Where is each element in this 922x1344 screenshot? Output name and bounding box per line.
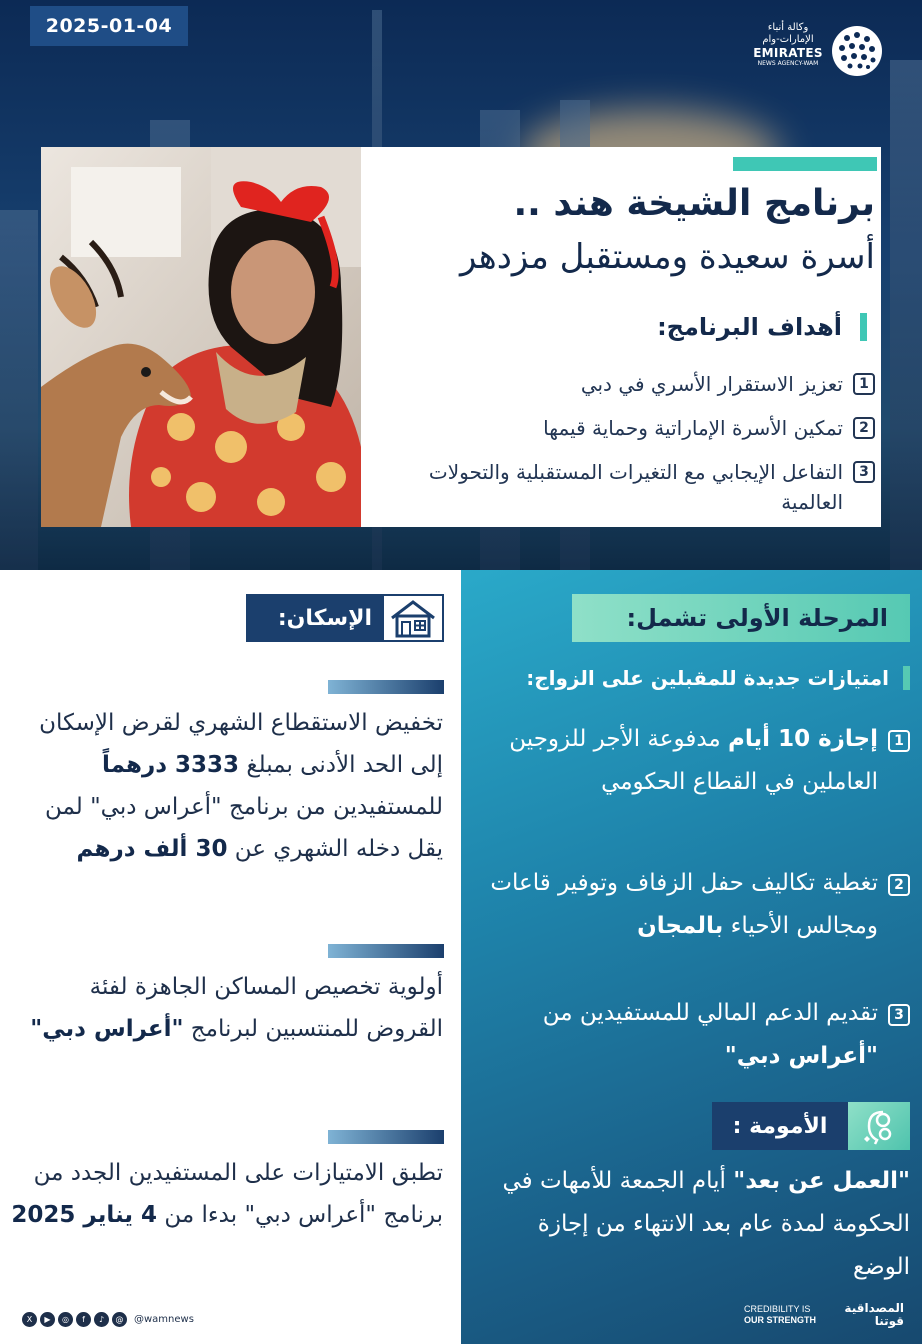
highlight: "العمل عن بعد" <box>733 1168 910 1194</box>
divider <box>328 680 444 694</box>
building <box>0 210 38 570</box>
motherhood-badge <box>712 1102 910 1150</box>
text: تطبق الامتيازات على المستفيدين الجدد من برنامج "أعراس دبي" بدءا من <box>33 1160 443 1228</box>
goal-text: التفاعل الإيجابي مع التغيرات المستقبلية والتحولات العالمية <box>428 460 843 514</box>
housing-panel <box>0 570 461 1344</box>
house-icon <box>382 594 444 642</box>
number-badge: 3 <box>888 1004 910 1026</box>
photo-illustration <box>41 147 361 527</box>
globe-dots-icon <box>830 24 884 78</box>
goal-text: تمكين الأسرة الإماراتية وحماية قيمها <box>543 416 843 440</box>
logo-english: EMIRATES <box>753 46 823 60</box>
motherhood-title: الأمومة : <box>712 1102 848 1150</box>
accent-bar <box>733 157 877 171</box>
housing-item <box>11 1152 443 1236</box>
number-badge: 2 <box>888 874 910 896</box>
logo-text <box>748 22 828 67</box>
perk-text <box>480 862 878 948</box>
wam-logo <box>748 22 888 80</box>
text: مدفوعة الأجر للزوجين العاملين في القطاع الحكومي <box>509 726 878 795</box>
goals-heading: أهداف البرنامج: <box>657 313 867 341</box>
tiktok-icon[interactable]: ♪ <box>94 1312 109 1327</box>
page-title: برنامج الشيخة هند .. <box>513 183 875 224</box>
housing-item <box>11 966 443 1050</box>
logo-subtitle: NEWS AGENCY-WAM <box>757 60 819 67</box>
page-subtitle: أسرة سعيدة ومستقبل مزدهر <box>460 237 875 277</box>
program-card <box>41 147 881 527</box>
divider <box>328 1130 444 1144</box>
social-footer <box>22 1312 194 1327</box>
number-badge: 2 <box>853 417 875 439</box>
text: تخفيض الاستقطاع الشهري لقرض الإسكان إلى الحد الأدنى بمبلغ <box>39 710 443 778</box>
housing-badge <box>246 594 444 642</box>
girl-with-gazelle-photo <box>41 147 361 527</box>
goal-item <box>413 369 875 399</box>
perk-item <box>480 718 910 804</box>
text: تغطية تكاليف حفل الزفاف وتوفير قاعات ومجالس الأحياء <box>490 870 878 939</box>
slogan <box>744 1302 904 1328</box>
instagram-icon[interactable]: ◎ <box>58 1312 73 1327</box>
threads-icon[interactable]: @ <box>112 1312 127 1327</box>
phase-panel <box>461 570 922 1344</box>
slogan-ar-line: قوتنا <box>874 1314 904 1328</box>
highlight: "أعراس دبي" <box>724 1043 878 1069</box>
number-badge: 3 <box>853 461 875 483</box>
text: أيام الجمعة للأمهات في الحكومة لمدة عام بعد الانتهاء من إجازة الوضع <box>502 1168 910 1280</box>
number-badge: 1 <box>853 373 875 395</box>
amount: 3333 درهماً <box>101 752 240 778</box>
hero-background <box>0 0 922 570</box>
housing-item <box>11 702 443 870</box>
divider <box>328 944 444 958</box>
phase-title: المرحلة الأولى تشمل: <box>572 594 910 642</box>
text: أولوية تخصيص المساكن الجاهزة لفئة القروض للمنتسبين لبرنامج <box>89 974 443 1042</box>
slogan-en-line: CREDIBILITY IS <box>744 1304 811 1314</box>
text: تقديم الدعم المالي للمستفيدين من <box>542 1000 878 1026</box>
logo-arabic: وكالة أنباء الإمارات-وام <box>762 22 814 45</box>
social-handle[interactable]: @wamnews <box>134 1314 194 1325</box>
goal-text: تعزيز الاستقرار الأسري في دبي <box>580 372 843 396</box>
slogan-english <box>744 1304 816 1326</box>
income-limit: 30 ألف درهم <box>76 836 228 862</box>
facebook-icon[interactable]: f <box>76 1312 91 1327</box>
slogan-arabic <box>844 1302 904 1328</box>
perk-text <box>480 992 878 1078</box>
mother-child-icon <box>848 1102 910 1150</box>
youtube-icon[interactable]: ▶ <box>40 1312 55 1327</box>
housing-title: الإسكان: <box>277 605 372 631</box>
perks-heading: امتيازات جديدة للمقبلين على الزواج: <box>526 666 910 690</box>
start-date: 4 يناير 2025 <box>11 1202 158 1228</box>
text: للمستفيدين من برنامج "أعراس دبي" لمن يقل دخله الشهري عن <box>44 794 443 862</box>
goal-item <box>413 457 875 517</box>
x-icon[interactable]: X <box>22 1312 37 1327</box>
motherhood-text <box>474 1160 910 1289</box>
building <box>890 60 922 570</box>
slogan-en-line: OUR STRENGTH <box>744 1315 816 1325</box>
program-name: "أعراس دبي" <box>30 1016 184 1042</box>
perk-item <box>480 992 910 1078</box>
goal-item <box>413 413 875 443</box>
number-badge: 1 <box>888 730 910 752</box>
highlight: إجازة 10 أيام <box>728 726 878 752</box>
slogan-ar-line: المصداقية <box>844 1301 904 1315</box>
date-badge: 2025-01-04 <box>30 6 188 46</box>
perk-text <box>480 718 878 804</box>
perk-item <box>480 862 910 948</box>
highlight: بالمجان <box>637 913 724 939</box>
